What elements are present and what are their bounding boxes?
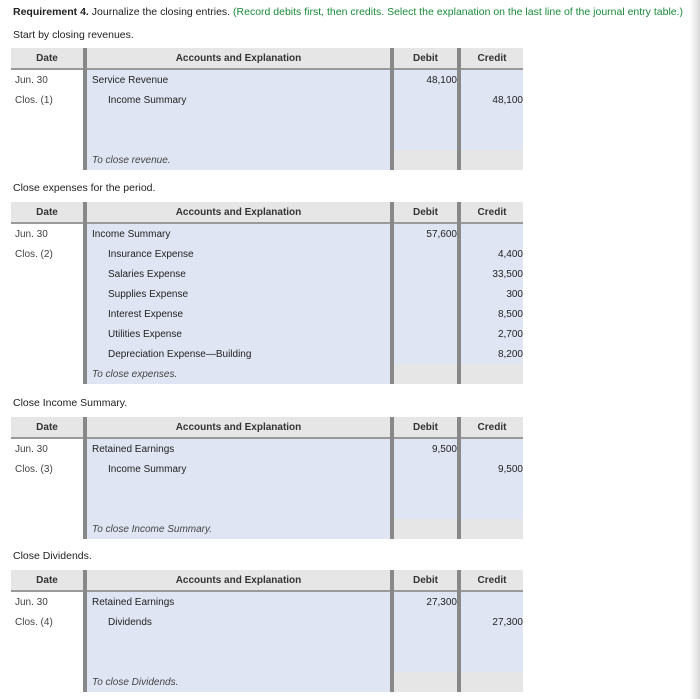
debit-disabled bbox=[392, 364, 459, 384]
table-row bbox=[11, 150, 523, 170]
credit-input[interactable] bbox=[459, 479, 523, 499]
table-row bbox=[11, 672, 523, 692]
account-select[interactable]: Retained Earnings bbox=[85, 438, 392, 459]
requirement-title: Journalize the closing entries. bbox=[88, 6, 231, 18]
debit-input[interactable] bbox=[392, 130, 459, 150]
table-row bbox=[11, 223, 523, 244]
credit-disabled bbox=[459, 672, 523, 692]
debit-input[interactable] bbox=[392, 110, 459, 130]
table-row bbox=[11, 591, 523, 612]
credit-input[interactable]: 33,500 bbox=[459, 264, 523, 284]
account-select[interactable] bbox=[85, 110, 392, 130]
credit-input[interactable] bbox=[459, 130, 523, 150]
account-select[interactable]: Income Summary bbox=[85, 90, 392, 110]
debit-input[interactable] bbox=[392, 264, 459, 284]
accounts-header: Accounts and Explanation bbox=[85, 417, 392, 438]
account-select[interactable]: Insurance Expense bbox=[85, 244, 392, 264]
account-select[interactable]: Retained Earnings bbox=[85, 591, 392, 612]
date-cell[interactable]: Jun. 30 bbox=[11, 438, 85, 459]
table-row bbox=[11, 69, 523, 90]
table-row bbox=[11, 652, 523, 672]
debit-header: Debit bbox=[392, 570, 459, 591]
debit-input[interactable] bbox=[392, 344, 459, 364]
debit-input[interactable] bbox=[392, 499, 459, 519]
credit-input[interactable] bbox=[459, 69, 523, 90]
account-select[interactable]: Supplies Expense bbox=[85, 284, 392, 304]
date-cell: Clos. (3) bbox=[11, 459, 85, 479]
journal-table-2 bbox=[11, 202, 523, 384]
date-header: Date bbox=[11, 48, 85, 69]
credit-input[interactable] bbox=[459, 223, 523, 244]
table-row bbox=[11, 364, 523, 384]
table-row bbox=[11, 284, 523, 304]
table-row bbox=[11, 612, 523, 632]
debit-input[interactable] bbox=[392, 284, 459, 304]
credit-input[interactable]: 2,700 bbox=[459, 324, 523, 344]
debit-disabled bbox=[392, 519, 459, 539]
credit-disabled bbox=[459, 519, 523, 539]
credit-input[interactable]: 27,300 bbox=[459, 612, 523, 632]
credit-input[interactable]: 8,200 bbox=[459, 344, 523, 364]
credit-input[interactable] bbox=[459, 632, 523, 652]
page-edge-shadow bbox=[690, 0, 700, 699]
credit-disabled bbox=[459, 150, 523, 170]
requirement-heading bbox=[13, 6, 683, 18]
explanation-select[interactable]: To close Dividends. bbox=[85, 672, 392, 692]
debit-input[interactable] bbox=[392, 459, 459, 479]
requirement-instruction: (Record debits first, then credits. Select the explanation on the last line of the journal entry table.) bbox=[230, 6, 684, 18]
journal-table-3 bbox=[11, 417, 523, 539]
credit-input[interactable] bbox=[459, 110, 523, 130]
account-select[interactable]: Income Summary bbox=[85, 459, 392, 479]
debit-input[interactable] bbox=[392, 304, 459, 324]
debit-input[interactable] bbox=[392, 652, 459, 672]
debit-input[interactable] bbox=[392, 632, 459, 652]
account-select[interactable]: Income Summary bbox=[85, 223, 392, 244]
table-row bbox=[11, 264, 523, 284]
credit-input[interactable]: 300 bbox=[459, 284, 523, 304]
debit-input[interactable] bbox=[392, 244, 459, 264]
accounts-header: Accounts and Explanation bbox=[85, 48, 392, 69]
credit-disabled bbox=[459, 364, 523, 384]
credit-header: Credit bbox=[459, 48, 523, 69]
date-header: Date bbox=[11, 417, 85, 438]
table-row bbox=[11, 90, 523, 110]
account-select[interactable]: Depreciation Expense—Building bbox=[85, 344, 392, 364]
table-row bbox=[11, 519, 523, 539]
credit-input[interactable]: 8,500 bbox=[459, 304, 523, 324]
credit-input[interactable]: 48,100 bbox=[459, 90, 523, 110]
account-select[interactable] bbox=[85, 652, 392, 672]
table-row bbox=[11, 244, 523, 264]
account-select[interactable]: Interest Expense bbox=[85, 304, 392, 324]
table-row bbox=[11, 304, 523, 324]
explanation-select[interactable]: To close revenue. bbox=[85, 150, 392, 170]
date-cell: Clos. (2) bbox=[11, 244, 85, 264]
debit-input[interactable] bbox=[392, 479, 459, 499]
debit-header: Debit bbox=[392, 417, 459, 438]
account-select[interactable]: Service Revenue bbox=[85, 69, 392, 90]
credit-header: Credit bbox=[459, 570, 523, 591]
account-select[interactable]: Utilities Expense bbox=[85, 324, 392, 344]
date-header: Date bbox=[11, 202, 85, 223]
table-row bbox=[11, 438, 523, 459]
date-cell[interactable]: Jun. 30 bbox=[11, 591, 85, 612]
date-cell: Clos. (4) bbox=[11, 612, 85, 632]
table-row bbox=[11, 324, 523, 344]
date-cell[interactable]: Jun. 30 bbox=[11, 69, 85, 90]
account-select[interactable] bbox=[85, 479, 392, 499]
debit-input[interactable]: 48,100 bbox=[392, 69, 459, 90]
explanation-select[interactable]: To close Income Summary. bbox=[85, 519, 392, 539]
account-select[interactable]: Salaries Expense bbox=[85, 264, 392, 284]
date-header: Date bbox=[11, 570, 85, 591]
credit-input[interactable] bbox=[459, 438, 523, 459]
debit-input[interactable] bbox=[392, 324, 459, 344]
accounts-header: Accounts and Explanation bbox=[85, 570, 392, 591]
debit-header: Debit bbox=[392, 48, 459, 69]
requirement-number: Requirement 4. bbox=[13, 6, 89, 18]
table-row bbox=[11, 459, 523, 479]
table-row bbox=[11, 344, 523, 364]
credit-header: Credit bbox=[459, 202, 523, 223]
account-select[interactable]: Dividends bbox=[85, 612, 392, 632]
credit-input[interactable]: 4,400 bbox=[459, 244, 523, 264]
credit-input[interactable] bbox=[459, 652, 523, 672]
credit-header: Credit bbox=[459, 417, 523, 438]
journal-table-4 bbox=[11, 570, 523, 692]
entry-3-label: Close Income Summary. bbox=[13, 397, 128, 409]
journal-table-1 bbox=[11, 48, 523, 170]
table-row bbox=[11, 110, 523, 130]
entry-1-label: Start by closing revenues. bbox=[13, 29, 134, 41]
entry-4-label: Close Dividends. bbox=[13, 550, 92, 562]
debit-header: Debit bbox=[392, 202, 459, 223]
explanation-select[interactable]: To close expenses. bbox=[85, 364, 392, 384]
table-row bbox=[11, 479, 523, 499]
credit-input[interactable] bbox=[459, 499, 523, 519]
table-row bbox=[11, 499, 523, 519]
table-row bbox=[11, 632, 523, 652]
table-row bbox=[11, 130, 523, 150]
accounts-header: Accounts and Explanation bbox=[85, 202, 392, 223]
entry-2-label: Close expenses for the period. bbox=[13, 182, 156, 194]
debit-disabled bbox=[392, 672, 459, 692]
account-select[interactable] bbox=[85, 130, 392, 150]
credit-input[interactable]: 9,500 bbox=[459, 459, 523, 479]
debit-input[interactable]: 9,500 bbox=[392, 438, 459, 459]
debit-input[interactable]: 57,600 bbox=[392, 223, 459, 244]
debit-input[interactable] bbox=[392, 612, 459, 632]
account-select[interactable] bbox=[85, 632, 392, 652]
debit-input[interactable] bbox=[392, 90, 459, 110]
date-cell: Clos. (1) bbox=[11, 90, 85, 110]
date-cell[interactable]: Jun. 30 bbox=[11, 223, 85, 244]
account-select[interactable] bbox=[85, 499, 392, 519]
credit-input[interactable] bbox=[459, 591, 523, 612]
debit-input[interactable]: 27,300 bbox=[392, 591, 459, 612]
debit-disabled bbox=[392, 150, 459, 170]
